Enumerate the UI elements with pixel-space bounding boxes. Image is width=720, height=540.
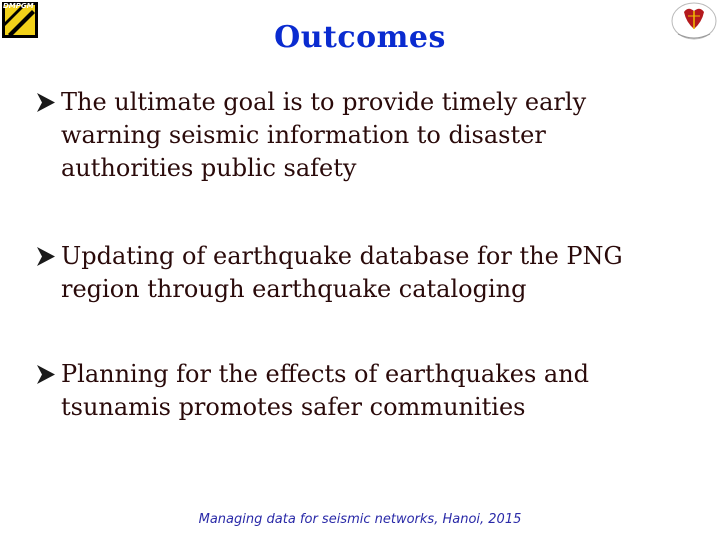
arrow-bullet-icon xyxy=(35,86,57,119)
arrow-bullet-icon xyxy=(35,358,57,391)
slide-footer: Managing data for seismic networks, Hanoi, 2015 xyxy=(198,512,522,527)
bullet-text: Planning for the effects of earthquakes and tsunamis promotes safer communities xyxy=(61,360,590,421)
slide-title: Outcomes xyxy=(274,20,446,55)
bullet-item xyxy=(35,240,685,306)
bullet-text: Updating of earthquake database for the PNG region through earthquake cataloging xyxy=(61,242,623,303)
bullet-item xyxy=(35,358,685,424)
bullet-text: The ultimate goal is to provide timely early warning seismic information to disaster authorities public safety xyxy=(61,88,587,182)
bullet-item xyxy=(35,86,685,185)
arrow-bullet-icon xyxy=(35,240,57,273)
dmpgm-logo-text: DMPGM xyxy=(3,2,34,10)
